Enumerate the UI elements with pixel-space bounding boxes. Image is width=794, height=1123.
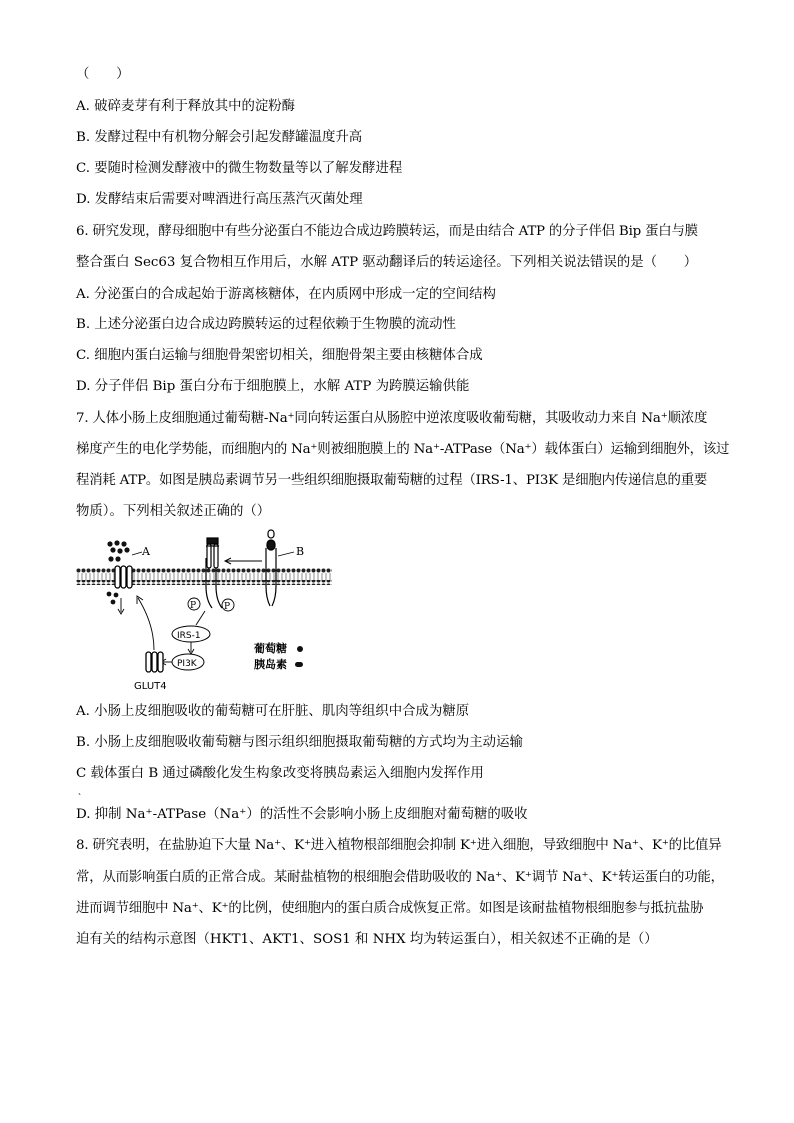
question-7-line4: 物质）。下列相关叙述正确的（） xyxy=(76,504,271,519)
question-6-line1: 6. 研究发现，酵母细胞中有些分泌蛋白不能边合成边跨膜转运，而是由结合 ATP 的分子伴侣 Bip 蛋白与膜 xyxy=(76,224,698,239)
option-5b: B. 发酵过程中有机物分解会引起发酵罐温度升高 xyxy=(76,130,363,145)
svg-text:P: P xyxy=(190,601,197,611)
figure-legend xyxy=(254,641,303,671)
glucose-molecules-inside xyxy=(107,592,119,605)
svg-text:PI3K: PI3K xyxy=(177,659,197,669)
insulin-glucose-uptake-figure xyxy=(76,528,338,692)
option-6c: C. 细胞内蛋白运输与细胞骨架密切相关，细胞骨架主要由核糖体合成 xyxy=(76,348,483,363)
option-7a: A. 小肠上皮细胞吸收的葡萄糖可在肝脏、肌肉等组织中合成为糖原 xyxy=(76,704,470,719)
option-5d: D. 发酵结束后需要对啤酒进行高压蒸汽灭菌处理 xyxy=(76,192,363,207)
option-6b: B. 上述分泌蛋白边合成边跨膜转运的过程依赖于生物膜的流动性 xyxy=(76,317,456,332)
question-7-line2: 梯度产生的电化学势能，而细胞内的 Na⁺则被细胞膜上的 Na⁺-ATPase（Na⁺）载体蛋白）运输到细胞外，该过 xyxy=(76,442,730,457)
glut4-transporter-membrane xyxy=(115,566,132,588)
option-7c: C 载体蛋白 B 通过磷酸化发生构象改变将胰岛素运入细胞内发挥作用 xyxy=(76,766,484,781)
question-8-line3: 进而调节细胞中 Na⁺、K⁺的比例，使细胞内的蛋白质合成恢复正常。如图是该耐盐植物根细胞参与抵抗盐胁 xyxy=(76,901,704,916)
option-7b: B. 小肠上皮细胞吸收葡萄糖与图示组织细胞摄取葡萄糖的方式均为主动运输 xyxy=(76,735,523,750)
svg-text:IRS-1: IRS-1 xyxy=(177,631,201,641)
pi3k-node xyxy=(172,654,204,670)
question-8-line1: 8. 研究表明，在盐胁迫下大量 Na⁺、K⁺进入植物根部细胞会抑制 K⁺进入细胞，导致细胞中 Na⁺、K⁺的比值异 xyxy=(76,838,722,853)
phosphate-groups xyxy=(188,598,234,612)
svg-text:葡萄糖: 葡萄糖 xyxy=(254,642,287,655)
option-5a: A. 破碎麦芽有利于释放其中的淀粉酶 xyxy=(76,99,296,114)
label-transporter-a: A xyxy=(142,545,150,558)
svg-text:胰岛素: 胰岛素 xyxy=(254,658,287,671)
label-carrier-b: B xyxy=(296,545,305,558)
question-8-line2: 常，从而影响蛋白质的正常合成。某耐盐植物的根细胞会借助吸收的 Na⁺、K⁺调节 Na⁺、K⁺转运蛋白的功能， xyxy=(76,870,724,885)
question-bracket: （ ） xyxy=(76,67,130,82)
question-7-line3: 程消耗 ATP。如图是胰岛素调节另一些组织细胞摄取葡萄糖的过程（IRS-1、PI3K 是细胞内传递信息的重要 xyxy=(76,473,708,488)
question-6-line2: 整合蛋白 Sec63 复合物相互作用后，水解 ATP 驱动翻译后的转运途径。下列相关说法错误的是（ ） xyxy=(76,255,698,270)
question-7-line1: 7. 人体小肠上皮细胞通过葡萄糖-Na⁺同向转运蛋白从肠腔中逆浓度吸收葡萄糖，其吸收动力来自 Na⁺顺浓度 xyxy=(76,411,708,426)
option-6d: D. 分子伴侣 Bip 蛋白分布于细胞膜上，水解 ATP 为跨膜运输供能 xyxy=(76,379,470,394)
signal-arrow xyxy=(225,558,262,564)
option-6a: A. 分泌蛋白的合成起始于游离核糖体，在内质网中形成一定的空间结构 xyxy=(76,287,496,302)
option-7d: D. 抑制 Na⁺-ATPase（Na⁺）的活性不会影响小肠上皮细胞对葡萄糖的吸收 xyxy=(76,807,528,822)
svg-text:P: P xyxy=(224,602,231,612)
option-5c: C. 要随时检测发酵液中的微生物数量等以了解发酵进程 xyxy=(76,161,403,176)
stray-mark: 、 xyxy=(78,787,86,796)
label-glut4: GLUT4 xyxy=(134,681,167,692)
glut4-vesicle xyxy=(146,652,163,672)
question-8-line4: 迫有关的结构示意图（HKT1、AKT1、SOS1 和 NHX 均为转运蛋白），相关叙述不正确的是（） xyxy=(76,932,658,947)
irs1-node xyxy=(172,626,210,642)
glucose-molecules-outside xyxy=(107,540,129,561)
